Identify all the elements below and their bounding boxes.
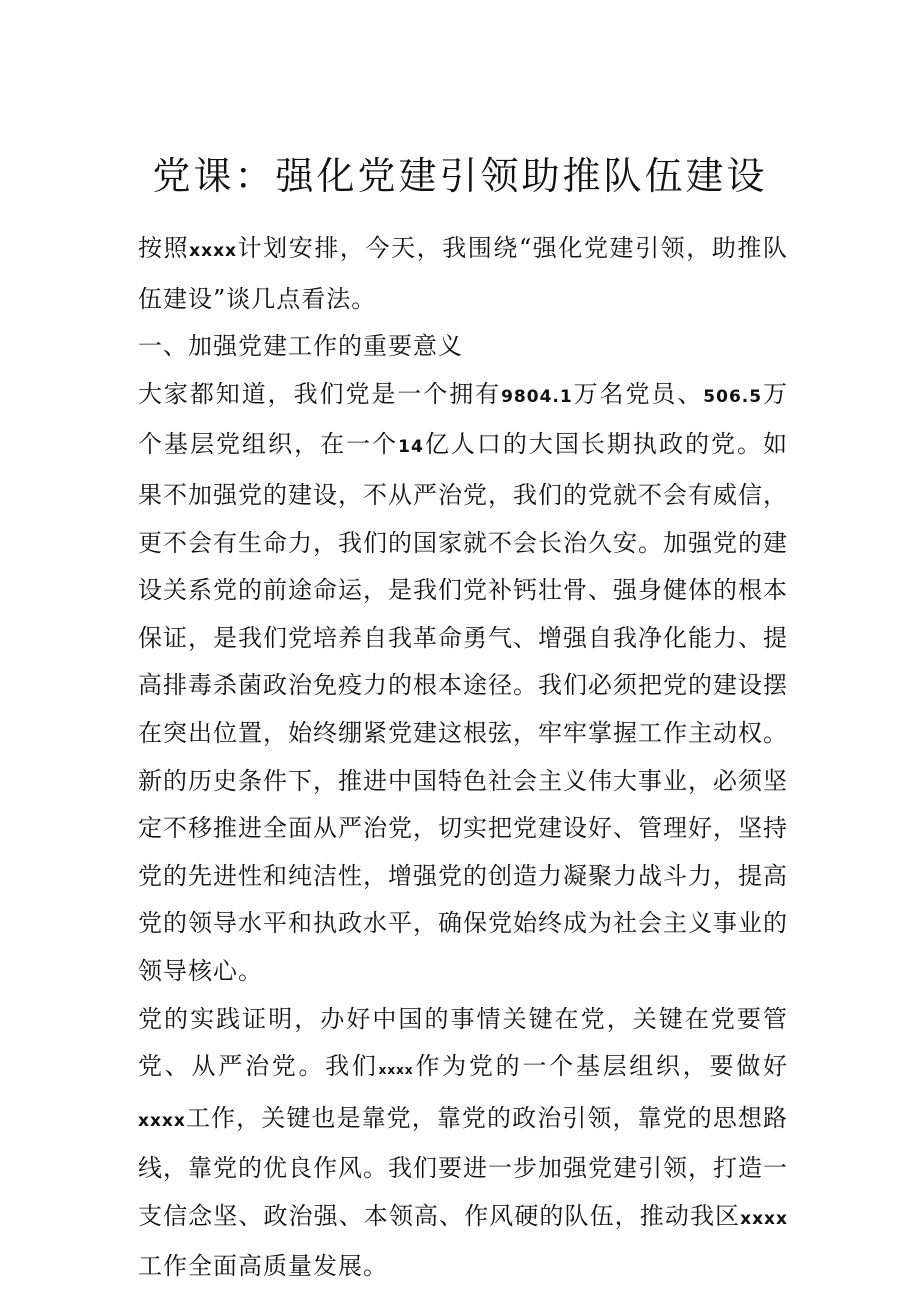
paragraph-text: 大家都知道，我们党是一个拥有 (138, 379, 502, 408)
intro-text-before: 按照 (138, 234, 190, 262)
document-title: 党课：强化党建引领助推队伍建设 (152, 154, 768, 198)
unit-code: xxxx (378, 1063, 414, 1078)
intro-paragraph (138, 225, 788, 323)
document-body (138, 225, 788, 1291)
paragraph-text: 亿人口的大国长期执政的党。如果不加强党的建设，不从严治党，我们的党就不会有威信，更不会有生命力，我们的国家就不会长治久安。加强党的建设关系党的前途命运，是我们党补钙壮骨、强身健体的根本保证，是我们党培养自我革命勇气、增强自我净化能力、提高排毒杀菌政治免疫力的根本途径。我们必须把党的建设摆在突出位置，始终绷紧党建这根弦，牢牢掌握工作主动权。新的历史条件下，推进中国特色社会主义伟大事业，必须坚定不移推进全面从严治党，切实把党建设好、管理好，坚持党的先进性和纯洁性，增强党的创造力凝聚力战斗力，提高党的领导水平和执政水平，确保党始终成为社会主义事业的领导核心。 (138, 430, 789, 985)
work-code: xxxx (138, 1110, 186, 1131)
member-count: 9804.1 (501, 386, 573, 407)
paragraph-text: 党的实践证明，办好中国的事情关键在党，关键在党要管党、从严治党。我们 (138, 1004, 788, 1081)
paragraph-text: 万个基层党组织，在一个 (138, 379, 789, 459)
paragraph-text: 工作，关键也是靠党，靠党的政治引领，靠党的思想路线，靠党的优良作风。我们要进一步加强党建引领，打造一支信念坚、政治强、本领高、作风硬的队伍，推动我区 (138, 1103, 788, 1230)
paragraph-text: 万名党员、 (572, 379, 704, 408)
district-work-code: xxxx (740, 1208, 788, 1229)
organization-count: 506.5 (703, 386, 763, 407)
intro-text-after: 计划安排，今天，我围绕“强化党建引领，助推队伍建设”谈几点看法。 (138, 234, 788, 313)
section-heading: 一、加强党建工作的重要意义 (138, 332, 463, 361)
paragraph-text: 工作全面高质量发展。 (138, 1252, 388, 1281)
intro-code: xxxx (189, 241, 238, 261)
population-count: 14 (398, 437, 424, 458)
paragraph-text: 作为党的一个基层组织，要做好 (413, 1052, 789, 1081)
paragraph-practice (138, 996, 788, 1292)
paragraph-significance (138, 371, 788, 996)
